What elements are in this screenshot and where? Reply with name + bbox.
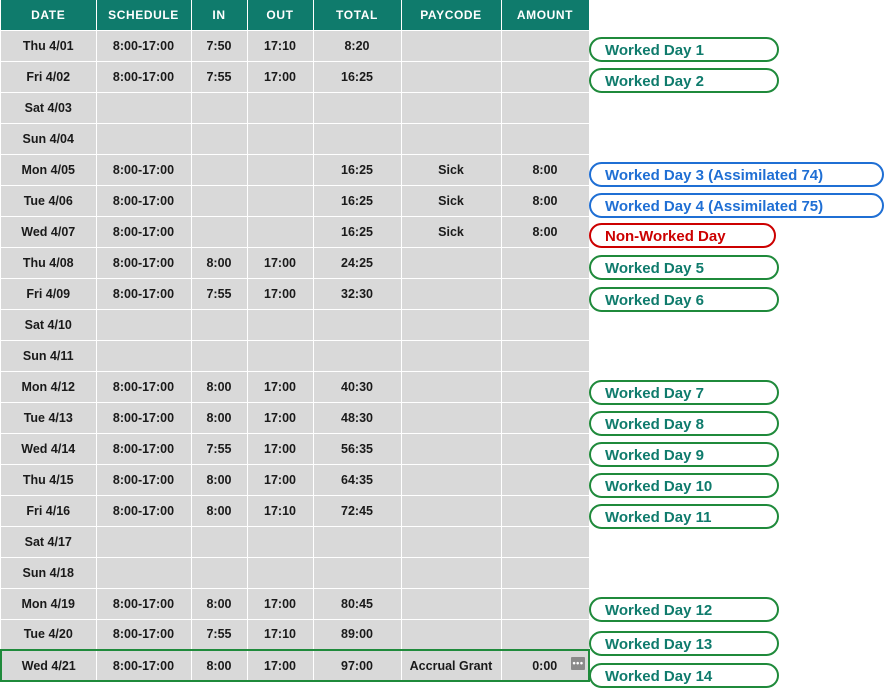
- cell-amount[interactable]: [501, 123, 589, 154]
- cell-date: Tue 4/20: [1, 619, 96, 650]
- cell-in[interactable]: [191, 154, 247, 185]
- cell-total[interactable]: 8:20: [313, 30, 401, 61]
- cell-out[interactable]: [247, 309, 313, 340]
- cell-in[interactable]: 8:00: [191, 402, 247, 433]
- table-row[interactable]: [1, 433, 589, 464]
- cell-total[interactable]: 32:30: [313, 278, 401, 309]
- cell-amount[interactable]: [501, 309, 589, 340]
- cell-out[interactable]: [247, 92, 313, 123]
- cell-schedule[interactable]: 8:00-17:00: [96, 650, 191, 681]
- cell-date: Mon 4/12: [1, 371, 96, 402]
- table-row[interactable]: [1, 371, 589, 402]
- column-header-total[interactable]: TOTAL: [313, 0, 401, 30]
- cell-in[interactable]: 8:00: [191, 464, 247, 495]
- cell-paycode[interactable]: [401, 588, 501, 619]
- cell-paycode[interactable]: [401, 247, 501, 278]
- annotation-pill: Worked Day 3 (Assimilated 74): [589, 162, 884, 187]
- cell-paycode[interactable]: [401, 433, 501, 464]
- cell-schedule[interactable]: 8:00-17:00: [96, 61, 191, 92]
- cell-amount[interactable]: 8:00: [501, 185, 589, 216]
- cell-schedule[interactable]: 8:00-17:00: [96, 216, 191, 247]
- cell-paycode[interactable]: Accrual Grant: [401, 650, 501, 681]
- annotation-pill: Worked Day 7: [589, 380, 779, 405]
- cell-date: Thu 4/01: [1, 30, 96, 61]
- cell-paycode[interactable]: [401, 61, 501, 92]
- cell-paycode[interactable]: [401, 495, 501, 526]
- annotation-pill: Worked Day 10: [589, 473, 779, 498]
- cell-amount[interactable]: [501, 464, 589, 495]
- annotation-pill: Worked Day 11: [589, 504, 779, 529]
- cell-out[interactable]: 17:00: [247, 371, 313, 402]
- cell-amount[interactable]: 0:00 •••: [501, 650, 589, 681]
- cell-in[interactable]: 7:55: [191, 61, 247, 92]
- cell-schedule[interactable]: [96, 92, 191, 123]
- table-row[interactable]: [1, 278, 589, 309]
- table-row[interactable]: [1, 154, 589, 185]
- cell-total[interactable]: [313, 92, 401, 123]
- cell-out[interactable]: 17:10: [247, 619, 313, 650]
- cell-total[interactable]: [313, 123, 401, 154]
- cell-date: Mon 4/05: [1, 154, 96, 185]
- cell-amount[interactable]: 8:00: [501, 216, 589, 247]
- cell-amount[interactable]: [501, 30, 589, 61]
- cell-in[interactable]: [191, 185, 247, 216]
- cell-paycode[interactable]: [401, 402, 501, 433]
- table-row[interactable]: [1, 526, 589, 557]
- annotation-pill: Worked Day 6: [589, 287, 779, 312]
- table-row[interactable]: [1, 557, 589, 588]
- cell-amount[interactable]: [501, 92, 589, 123]
- cell-date: Fri 4/09: [1, 278, 96, 309]
- cell-in[interactable]: [191, 557, 247, 588]
- cell-total[interactable]: 89:00: [313, 619, 401, 650]
- cell-date: Tue 4/13: [1, 402, 96, 433]
- cell-paycode[interactable]: [401, 309, 501, 340]
- cell-total[interactable]: 16:25: [313, 61, 401, 92]
- cell-amount[interactable]: [501, 371, 589, 402]
- cell-schedule[interactable]: 8:00-17:00: [96, 371, 191, 402]
- table-row[interactable]: [1, 30, 589, 61]
- cell-date: Wed 4/07: [1, 216, 96, 247]
- cell-total[interactable]: 16:25: [313, 185, 401, 216]
- cell-paycode[interactable]: [401, 123, 501, 154]
- cell-schedule[interactable]: 8:00-17:00: [96, 464, 191, 495]
- cell-date: Sat 4/10: [1, 309, 96, 340]
- cell-out[interactable]: 17:00: [247, 588, 313, 619]
- cell-out[interactable]: 17:10: [247, 30, 313, 61]
- cell-amount[interactable]: [501, 526, 589, 557]
- cell-amount[interactable]: [501, 433, 589, 464]
- cell-schedule[interactable]: 8:00-17:00: [96, 619, 191, 650]
- cell-schedule[interactable]: 8:00-17:00: [96, 154, 191, 185]
- cell-amount[interactable]: [501, 619, 589, 650]
- cell-schedule[interactable]: 8:00-17:00: [96, 495, 191, 526]
- cell-date: Wed 4/21: [1, 650, 96, 681]
- cell-schedule[interactable]: 8:00-17:00: [96, 247, 191, 278]
- cell-amount[interactable]: [501, 340, 589, 371]
- cell-amount[interactable]: [501, 247, 589, 278]
- cell-schedule[interactable]: [96, 340, 191, 371]
- table-row[interactable]: [1, 495, 589, 526]
- cell-total[interactable]: 16:25: [313, 216, 401, 247]
- cell-in[interactable]: 8:00: [191, 371, 247, 402]
- cell-out[interactable]: 17:00: [247, 402, 313, 433]
- table-row[interactable]: [1, 464, 589, 495]
- cell-schedule[interactable]: 8:00-17:00: [96, 30, 191, 61]
- cell-date: Fri 4/16: [1, 495, 96, 526]
- cell-schedule[interactable]: [96, 526, 191, 557]
- cell-out[interactable]: 17:10: [247, 495, 313, 526]
- cell-in[interactable]: [191, 92, 247, 123]
- table-row[interactable]: [1, 588, 589, 619]
- cell-date: Wed 4/14: [1, 433, 96, 464]
- column-header-amount[interactable]: AMOUNT: [501, 0, 589, 30]
- table-row[interactable]: [1, 247, 589, 278]
- column-header-paycode[interactable]: PAYCODE: [401, 0, 501, 30]
- annotation-pill: Worked Day 13: [589, 631, 779, 656]
- table-header-row: [1, 0, 589, 30]
- table-row[interactable]: [1, 185, 589, 216]
- cell-paycode[interactable]: Sick: [401, 185, 501, 216]
- cell-paycode[interactable]: [401, 340, 501, 371]
- cell-in[interactable]: 8:00: [191, 588, 247, 619]
- cell-date: Mon 4/19: [1, 588, 96, 619]
- annotation-pill: Worked Day 2: [589, 68, 779, 93]
- cell-schedule[interactable]: [96, 309, 191, 340]
- table-row[interactable]: [1, 216, 589, 247]
- cell-in[interactable]: [191, 216, 247, 247]
- cell-total[interactable]: 56:35: [313, 433, 401, 464]
- cell-schedule[interactable]: 8:00-17:00: [96, 278, 191, 309]
- cell-out[interactable]: [247, 123, 313, 154]
- annotation-pill: Worked Day 14: [589, 663, 779, 688]
- cell-amount[interactable]: [501, 557, 589, 588]
- cell-paycode[interactable]: [401, 619, 501, 650]
- annotation-pill: Worked Day 4 (Assimilated 75): [589, 193, 884, 218]
- cell-in[interactable]: [191, 526, 247, 557]
- cell-paycode[interactable]: [401, 464, 501, 495]
- cell-schedule[interactable]: 8:00-17:00: [96, 402, 191, 433]
- cell-out[interactable]: [247, 557, 313, 588]
- cell-total[interactable]: 64:35: [313, 464, 401, 495]
- cell-date: Thu 4/08: [1, 247, 96, 278]
- cell-date: Sun 4/11: [1, 340, 96, 371]
- row-options-icon[interactable]: •••: [572, 658, 584, 668]
- cell-amount[interactable]: [501, 402, 589, 433]
- annotation-pill: Non-Worked Day: [589, 223, 776, 248]
- cell-paycode[interactable]: [401, 526, 501, 557]
- annotation-pill: Worked Day 8: [589, 411, 779, 436]
- cell-total[interactable]: [313, 340, 401, 371]
- cell-total[interactable]: [313, 309, 401, 340]
- cell-amount[interactable]: [501, 278, 589, 309]
- annotation-pill: Worked Day 9: [589, 442, 779, 467]
- cell-out[interactable]: [247, 154, 313, 185]
- cell-paycode[interactable]: [401, 278, 501, 309]
- cell-in[interactable]: 7:50: [191, 30, 247, 61]
- table-row[interactable]: [1, 619, 589, 650]
- column-header-in[interactable]: IN: [191, 0, 247, 30]
- cell-out[interactable]: [247, 526, 313, 557]
- table-row[interactable]: [1, 92, 589, 123]
- cell-total[interactable]: [313, 526, 401, 557]
- cell-amount[interactable]: 8:00: [501, 154, 589, 185]
- column-header-out[interactable]: OUT: [247, 0, 313, 30]
- table-row[interactable]: [1, 123, 589, 154]
- cell-amount[interactable]: [501, 61, 589, 92]
- cell-in[interactable]: 7:55: [191, 278, 247, 309]
- table-row[interactable]: [1, 61, 589, 92]
- cell-date: Sun 4/04: [1, 123, 96, 154]
- cell-paycode[interactable]: [401, 371, 501, 402]
- cell-schedule[interactable]: 8:00-17:00: [96, 588, 191, 619]
- cell-out[interactable]: 17:00: [247, 464, 313, 495]
- cell-date: Tue 4/06: [1, 185, 96, 216]
- cell-out[interactable]: [247, 340, 313, 371]
- cell-schedule[interactable]: 8:00-17:00: [96, 433, 191, 464]
- cell-out[interactable]: 17:00: [247, 278, 313, 309]
- cell-in[interactable]: 8:00: [191, 247, 247, 278]
- cell-in[interactable]: 8:00: [191, 650, 247, 681]
- table-row[interactable]: [1, 402, 589, 433]
- cell-total[interactable]: 16:25: [313, 154, 401, 185]
- cell-in[interactable]: 7:55: [191, 433, 247, 464]
- cell-in[interactable]: 7:55: [191, 619, 247, 650]
- cell-out[interactable]: 17:00: [247, 433, 313, 464]
- cell-out[interactable]: [247, 216, 313, 247]
- table-body: [1, 30, 589, 681]
- table-row[interactable]: [1, 309, 589, 340]
- cell-paycode[interactable]: Sick: [401, 216, 501, 247]
- annotation-pill: Worked Day 1: [589, 37, 779, 62]
- cell-date: Sat 4/03: [1, 92, 96, 123]
- cell-date: Sun 4/18: [1, 557, 96, 588]
- cell-schedule[interactable]: 8:00-17:00: [96, 185, 191, 216]
- cell-paycode[interactable]: [401, 92, 501, 123]
- table-row[interactable]: [1, 340, 589, 371]
- cell-out[interactable]: 17:00: [247, 61, 313, 92]
- cell-date: Sat 4/17: [1, 526, 96, 557]
- annotation-pill: Worked Day 12: [589, 597, 779, 622]
- cell-total[interactable]: 40:30: [313, 371, 401, 402]
- cell-schedule[interactable]: [96, 557, 191, 588]
- cell-paycode[interactable]: [401, 30, 501, 61]
- cell-total[interactable]: 72:45: [313, 495, 401, 526]
- cell-amount[interactable]: [501, 588, 589, 619]
- cell-in[interactable]: 8:00: [191, 495, 247, 526]
- cell-out[interactable]: 17:00: [247, 650, 313, 681]
- table-row[interactable]: [1, 650, 589, 681]
- cell-total[interactable]: [313, 557, 401, 588]
- cell-amount[interactable]: [501, 495, 589, 526]
- cell-total[interactable]: 24:25: [313, 247, 401, 278]
- column-header-schedule[interactable]: SCHEDULE: [96, 0, 191, 30]
- cell-date: Fri 4/02: [1, 61, 96, 92]
- cell-date: Thu 4/15: [1, 464, 96, 495]
- cell-schedule[interactable]: [96, 123, 191, 154]
- cell-total[interactable]: 80:45: [313, 588, 401, 619]
- cell-in[interactable]: [191, 309, 247, 340]
- cell-total[interactable]: 48:30: [313, 402, 401, 433]
- annotation-pill: Worked Day 5: [589, 255, 779, 280]
- column-header-date[interactable]: DATE: [1, 0, 96, 30]
- cell-in[interactable]: [191, 340, 247, 371]
- cell-out[interactable]: 17:00: [247, 247, 313, 278]
- cell-total[interactable]: 97:00: [313, 650, 401, 681]
- cell-paycode[interactable]: [401, 557, 501, 588]
- cell-paycode[interactable]: Sick: [401, 154, 501, 185]
- cell-out[interactable]: [247, 185, 313, 216]
- cell-in[interactable]: [191, 123, 247, 154]
